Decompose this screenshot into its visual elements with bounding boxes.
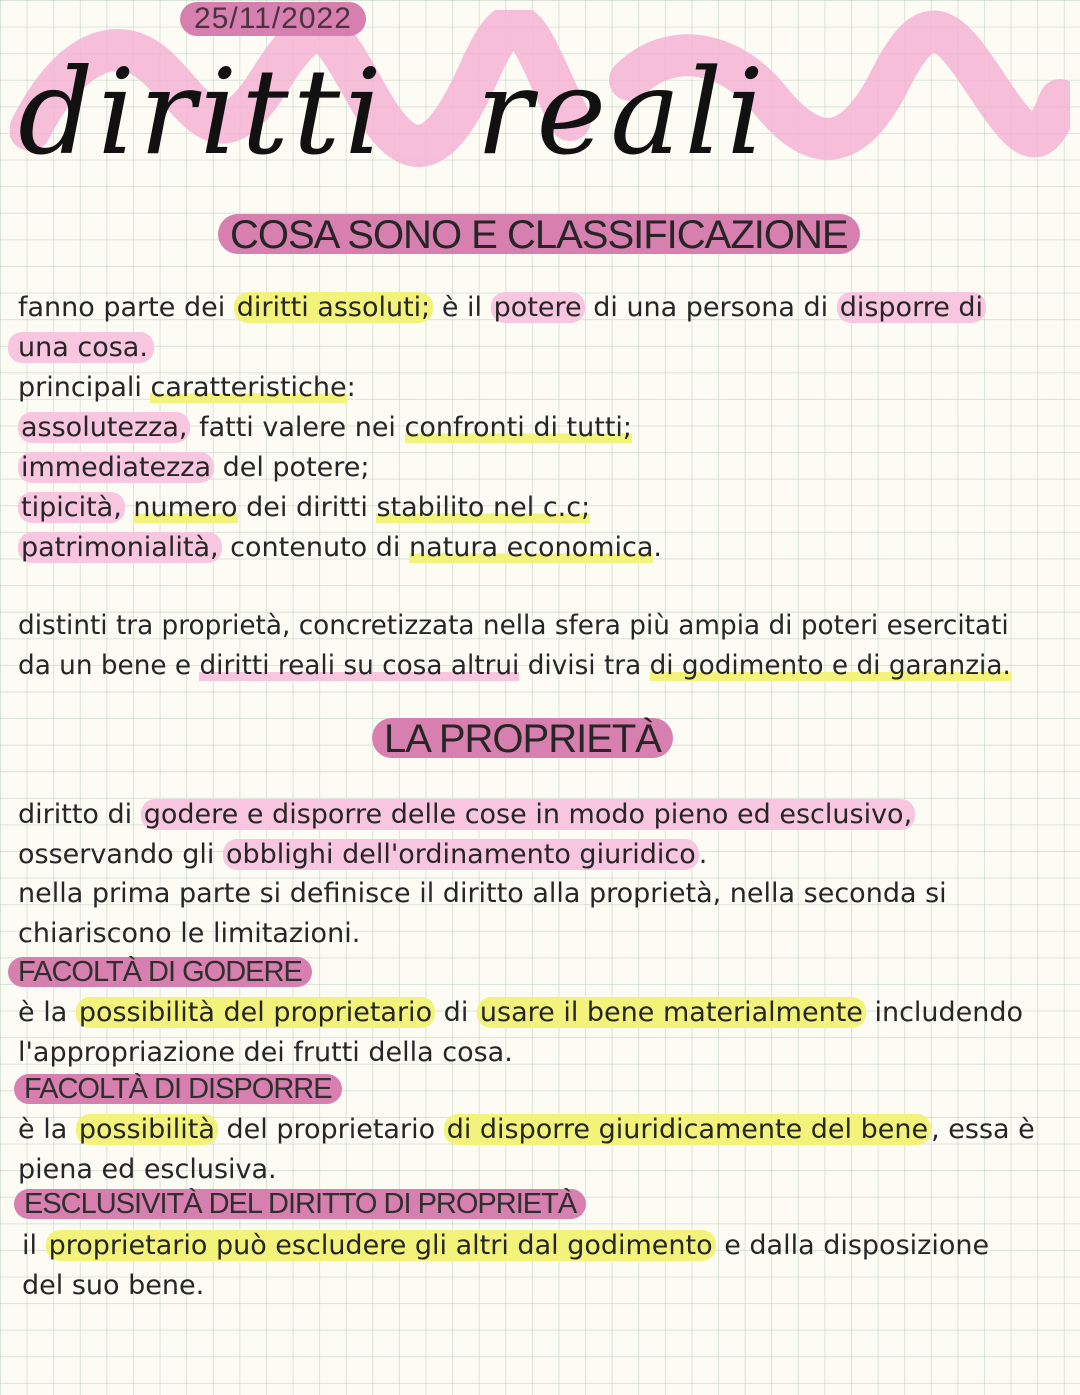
text: è la <box>18 1114 76 1145</box>
subheading-facolta-disporre: FACOLTÀ DI DISPORRE <box>14 1074 342 1104</box>
text: è il <box>433 292 491 323</box>
section-heading-proprieta: LA PROPRIETÀ <box>372 718 673 758</box>
underline: caratteristiche <box>150 372 347 403</box>
highlight: godere e disporre delle cose in modo pieno ed esclusivo, <box>141 799 915 830</box>
text: dei diritti <box>237 492 377 523</box>
page-title <box>18 42 1068 182</box>
underline: stabilito nel c.c; <box>376 492 591 523</box>
text: includendo <box>865 997 1024 1028</box>
highlight: obblighi dell'ordinamento giuridico <box>223 839 699 870</box>
highlight: proprietario può escludere gli altri dal godimento <box>46 1230 716 1261</box>
text-line <box>18 837 707 873</box>
text: di una persona di <box>584 292 837 323</box>
highlight: possibilità del proprietario <box>76 997 435 1028</box>
underline: di godimento e di garanzia. <box>649 651 1011 681</box>
highlight: usare il bene materialmente <box>477 997 866 1028</box>
text: è la <box>18 997 76 1028</box>
text-line <box>22 1228 989 1264</box>
highlight: disporre di <box>837 292 986 323</box>
text: divisi tra <box>519 651 650 681</box>
text-line <box>18 995 1023 1031</box>
text-line <box>18 370 356 406</box>
text-line <box>8 330 154 366</box>
text: . <box>653 532 662 563</box>
highlight: patrimonialità, <box>18 532 222 563</box>
underline: natura economica <box>408 532 654 563</box>
underline: numero <box>133 492 238 523</box>
highlight: una cosa. <box>8 332 154 363</box>
text: diritto di <box>18 799 141 830</box>
highlight: possibilità <box>76 1114 218 1145</box>
text: da un bene e <box>18 651 200 681</box>
highlight: tipicità, <box>18 492 125 523</box>
subheading-facolta-godere: FACOLTÀ DI GODERE <box>8 957 312 987</box>
text: il <box>22 1230 46 1261</box>
text-line <box>18 648 1011 684</box>
underline: confronti di tutti; <box>404 412 633 443</box>
text-line: del suo bene. <box>22 1270 205 1301</box>
date-badge: 25/11/2022 <box>180 2 366 36</box>
text-line <box>18 290 986 326</box>
text: osservando gli <box>18 839 223 870</box>
text-line <box>18 450 370 486</box>
highlight: immediatezza <box>18 452 214 483</box>
text-line <box>18 797 915 833</box>
text-line: nella prima parte si definisce il diritto alla proprietà, nella seconda si <box>18 878 947 909</box>
text-line: l'appropriazione dei frutti della cosa. <box>18 1037 513 1068</box>
text: di <box>435 997 477 1028</box>
title-word-diritti: diritti <box>18 43 386 181</box>
text: del proprietario <box>217 1114 444 1145</box>
text-line <box>18 1112 1035 1148</box>
title-word-reali: reali <box>476 43 769 181</box>
text-line: distinti tra proprietà, concretizzata nella sfera più ampia di poteri esercitati <box>18 611 1009 641</box>
text: del potere; <box>214 452 370 483</box>
text-line: piena ed esclusiva. <box>18 1154 277 1185</box>
text: contenuto di <box>221 532 409 563</box>
text: fatti valere nei <box>190 412 405 443</box>
underline: diritti reali su cosa altrui <box>199 651 520 681</box>
text-line <box>18 490 590 526</box>
text: , essa è <box>931 1114 1035 1145</box>
section-heading-cosa-sono: COSA SONO E CLASSIFICAZIONE <box>218 214 860 254</box>
text-line <box>18 410 632 446</box>
highlight: diritti assoluti; <box>234 292 434 323</box>
text: principali <box>18 372 151 403</box>
highlight: assolutezza, <box>18 412 190 443</box>
text-line: chiariscono le limitazioni. <box>18 918 361 949</box>
text-line <box>18 530 662 566</box>
highlight: potere <box>491 292 585 323</box>
highlight: di disporre giuridicamente del bene <box>444 1114 931 1145</box>
subheading-esclusivita: ESCLUSIVITÀ DEL DIRITTO DI PROPRIETÀ <box>14 1189 586 1219</box>
text: . <box>698 839 708 870</box>
text: fanno parte dei <box>18 292 234 323</box>
text: : <box>346 372 356 403</box>
text: e dalla disposizione <box>715 1230 990 1261</box>
